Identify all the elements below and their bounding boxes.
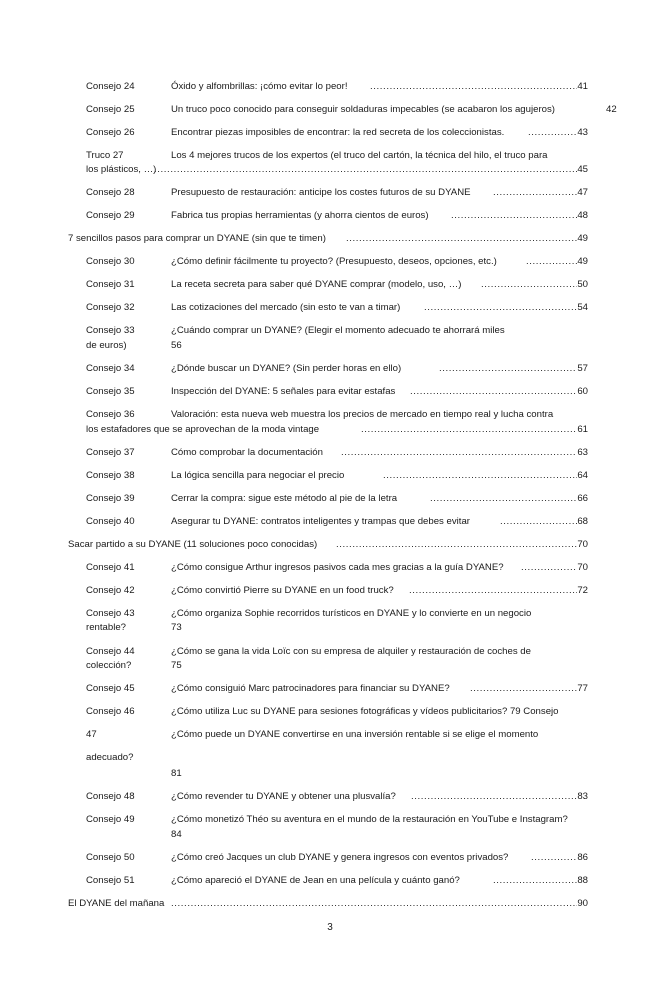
entry-title: ¿Cómo se gana la vida Loïc con su empresa de alquiler y restauración de coches de — [171, 646, 531, 657]
entry-label: Consejo 46 — [86, 706, 135, 717]
entry-page: 75 — [171, 660, 182, 671]
dot-leader — [171, 898, 577, 910]
entry-label: 47 — [86, 729, 97, 740]
entry-title: ¿Cómo convirtió Pierre su DYANE en un food truck? — [171, 585, 394, 596]
section-title: El DYANE del mañana — [68, 898, 165, 909]
entry-title: ¿Cómo monetizó Théo su aventura en el mundo de la restauración en YouTube e Instagram? — [171, 814, 568, 825]
entry-title-continued: colección? — [86, 660, 132, 671]
entry-label: Consejo 32 — [86, 302, 135, 313]
entry-page: 57 — [577, 363, 588, 374]
entry-title: Un truco poco conocido para conseguir soldaduras impecables (se acabaron los agujeros) — [171, 104, 555, 115]
entry-title: Los 4 mejores trucos de los expertos (el truco del cartón, la técnica del hilo, el truco para — [171, 150, 548, 161]
entry-title-continued: los plásticos, …) — [86, 164, 157, 175]
entry-title: Inspección del DYANE: 5 señales para evitar estafas — [171, 386, 396, 397]
entry-label: Consejo 51 — [86, 875, 135, 886]
entry-page: 88 — [577, 875, 588, 886]
entry-title: Óxido y alfombrillas: ¡cómo evitar lo peor! — [171, 81, 348, 92]
entry-label: Consejo 48 — [86, 791, 135, 802]
dot-leader — [383, 470, 577, 482]
entry-label: Consejo 37 — [86, 447, 135, 458]
entry-label: Consejo 29 — [86, 210, 135, 221]
entry-label: Consejo 40 — [86, 516, 135, 527]
dot-leader — [410, 386, 577, 398]
entry-page: 42 — [606, 104, 617, 115]
entry-page: 60 — [577, 386, 588, 397]
entry-title: Asegurar tu DYANE: contratos inteligentes y trampas que debes evitar — [171, 516, 470, 527]
entry-label: Consejo 28 — [86, 187, 135, 198]
entry-page: 73 — [171, 622, 182, 633]
entry-label: Consejo 49 — [86, 814, 135, 825]
dot-leader — [361, 424, 577, 436]
dot-leader — [154, 164, 577, 176]
entry-label: Consejo 38 — [86, 470, 135, 481]
entry-title: ¿Cómo apareció el DYANE de Jean en una película y cuánto ganó? — [171, 875, 460, 886]
entry-label: Consejo 35 — [86, 386, 135, 397]
entry-label: Consejo 33 — [86, 325, 135, 336]
section-title: Sacar partido a su DYANE (11 soluciones poco conocidas) — [68, 539, 318, 550]
entry-title-continued: adecuado? — [86, 752, 134, 763]
entry-label: Consejo 50 — [86, 852, 135, 863]
dot-leader — [346, 233, 577, 245]
entry-label: Truco 27 — [86, 150, 124, 161]
entry-title: ¿Cómo puede un DYANE convertirse en una inversión rentable si se elige el momento — [171, 729, 539, 740]
entry-label: Consejo 24 — [86, 81, 135, 92]
entry-title: ¿Cuándo comprar un DYANE? (Elegir el momento adecuado te ahorrará miles — [171, 325, 505, 336]
dot-leader — [341, 447, 577, 459]
entry-page: 41 — [577, 81, 588, 92]
entry-title-continued: rentable? — [86, 622, 127, 633]
dot-leader — [430, 493, 577, 505]
entry-title: ¿Cómo revender tu DYANE y obtener una plusvalía? — [171, 791, 396, 802]
entry-title: ¿Cómo definir fácilmente tu proyecto? (Presupuesto, deseos, opciones, etc.) — [171, 256, 497, 267]
entry-title: ¿Cómo utiliza Luc su DYANE para sesiones fotográficas y vídeos publicitarios? 79 Consejo — [171, 706, 559, 717]
entry-title: ¿Cómo consigue Arthur ingresos pasivos cada mes gracias a la guía DYANE? — [171, 562, 504, 573]
entry-page: 43 — [577, 127, 588, 138]
entry-label: Consejo 43 — [86, 608, 135, 619]
entry-page: 49 — [577, 256, 588, 267]
dot-leader — [424, 302, 577, 314]
entry-page: 61 — [577, 424, 588, 435]
entry-title: Presupuesto de restauración: anticipe los costes futuros de su DYANE — [171, 187, 471, 198]
entry-page: 86 — [577, 852, 588, 863]
dot-leader — [336, 539, 577, 551]
entry-page: 72 — [577, 585, 588, 596]
entry-page: 47 — [577, 187, 588, 198]
entry-page: 63 — [577, 447, 588, 458]
entry-label: Consejo 42 — [86, 585, 135, 596]
section-page: 49 — [577, 233, 588, 244]
entry-title: Valoración: esta nueva web muestra los precios de mercado en tiempo real y lucha contra — [171, 409, 554, 420]
entry-label: Consejo 41 — [86, 562, 135, 573]
entry-title: La lógica sencilla para negociar el precio — [171, 470, 345, 481]
dot-leader — [411, 791, 577, 803]
entry-label: Consejo 25 — [86, 104, 135, 115]
entry-page: 66 — [577, 493, 588, 504]
entry-title-continued: de euros) — [86, 340, 127, 351]
dot-leader — [409, 585, 577, 597]
entry-page: 50 — [577, 279, 588, 290]
entry-label: Consejo 36 — [86, 409, 135, 420]
entry-title: ¿Cómo creó Jacques un club DYANE y genera ingresos con eventos privados? — [171, 852, 509, 863]
entry-page: 48 — [577, 210, 588, 221]
entry-title: Cerrar la compra: sigue este método al pie de la letra — [171, 493, 398, 504]
entry-title: Cómo comprobar la documentación — [171, 447, 323, 458]
entry-title: ¿Cómo consiguió Marc patrocinadores para financiar su DYANE? — [171, 683, 450, 694]
entry-title: La receta secreta para saber qué DYANE comprar (modelo, uso, …) — [171, 279, 462, 290]
dot-leader — [370, 81, 577, 93]
entry-page: 70 — [577, 562, 588, 573]
entry-title: ¿Dónde buscar un DYANE? (Sin perder horas en ello) — [171, 363, 402, 374]
entry-title: Las cotizaciones del mercado (sin esto te van a timar) — [171, 302, 401, 313]
page-number: 3 — [327, 922, 333, 933]
entry-page: 77 — [577, 683, 588, 694]
entry-page: 56 — [171, 340, 182, 351]
entry-page: 83 — [577, 791, 588, 802]
entry-label: Consejo 44 — [86, 646, 135, 657]
entry-title: Encontrar piezas imposibles de encontrar: la red secreta de los coleccionistas. — [171, 127, 505, 138]
entry-label: Consejo 26 — [86, 127, 135, 138]
entry-label: Consejo 31 — [86, 279, 135, 290]
entry-title: ¿Cómo organiza Sophie recorridos turísticos en DYANE y lo convierte en un negocio — [171, 608, 532, 619]
entry-title: Fabrica tus propias herramientas (y ahorra cientos de euros) — [171, 210, 429, 221]
dot-leader — [439, 363, 577, 375]
section-page: 70 — [577, 539, 588, 550]
entry-label: Consejo 30 — [86, 256, 135, 267]
section-page: 90 — [577, 898, 588, 909]
section-title: 7 sencillos pasos para comprar un DYANE (sin que te timen) — [68, 233, 326, 244]
entry-page: 64 — [577, 470, 588, 481]
entry-label: Consejo 39 — [86, 493, 135, 504]
entry-label: Consejo 34 — [86, 363, 135, 374]
entry-title-continued: los estafadores que se aprovechan de la moda vintage — [86, 424, 320, 435]
entry-page: 54 — [577, 302, 588, 313]
entry-page: 45 — [577, 164, 588, 175]
entry-page: 84 — [171, 829, 182, 840]
entry-page: 68 — [577, 516, 588, 527]
entry-label: Consejo 45 — [86, 683, 135, 694]
entry-page: 81 — [171, 768, 182, 779]
